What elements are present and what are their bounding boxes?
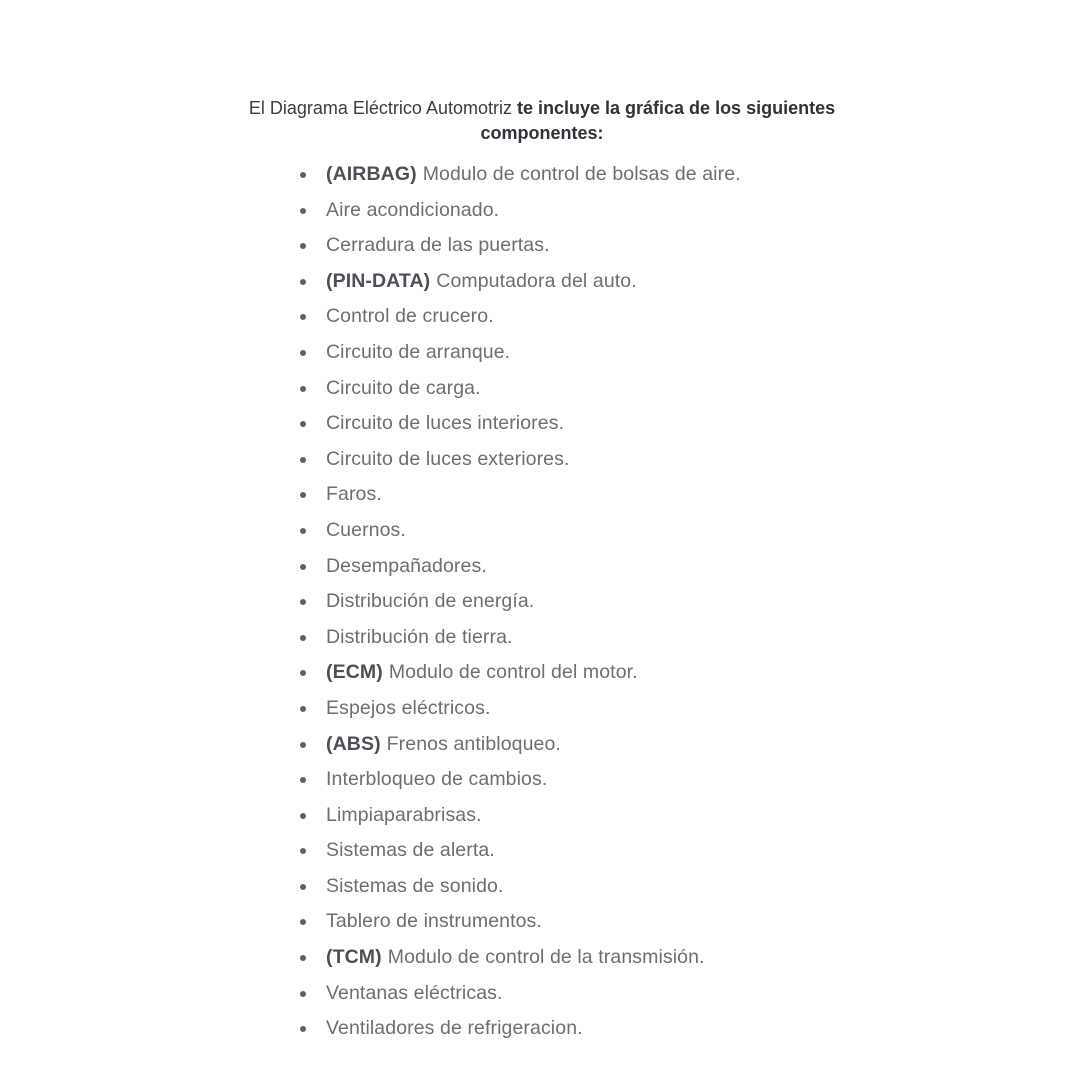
- component-text: Sistemas de sonido.: [326, 874, 504, 897]
- bullet-icon: [300, 813, 306, 819]
- bullet-icon: [300, 386, 306, 392]
- list-item: [300, 157, 741, 193]
- component-text: Interbloqueo de cambios.: [326, 768, 548, 791]
- list-item: [300, 798, 741, 834]
- list-item: [300, 228, 741, 264]
- list-item: [300, 940, 741, 976]
- intro-emphasis: te incluye la gráfica de los siguientes componentes:: [480, 98, 836, 143]
- bullet-icon: [300, 635, 306, 641]
- intro-lead: El Diagrama Eléctrico Automotriz: [248, 98, 512, 118]
- component-text: Cerradura de las puertas.: [326, 234, 550, 257]
- component-text: Desempañadores.: [326, 554, 487, 577]
- bullet-icon: [300, 279, 306, 285]
- list-item: [300, 406, 741, 442]
- list-item: [300, 904, 741, 940]
- bullet-icon: [300, 314, 306, 320]
- list-item: [300, 193, 741, 229]
- bullet-icon: [300, 208, 306, 214]
- bullet-icon: [300, 492, 306, 498]
- list-item: [300, 1011, 741, 1047]
- component-text: Circuito de luces exteriores.: [326, 447, 570, 470]
- bullet-icon: [300, 350, 306, 356]
- component-code: (AIRBAG): [326, 163, 417, 185]
- list-item: [300, 513, 741, 549]
- component-text: Frenos antibloqueo.: [386, 732, 561, 755]
- list-item: [300, 549, 741, 585]
- component-text: Sistemas de alerta.: [326, 839, 495, 862]
- list-item: [300, 264, 741, 300]
- bullet-icon: [300, 564, 306, 570]
- component-text: Modulo de control del motor.: [388, 661, 638, 684]
- component-text: Espejos eléctricos.: [326, 696, 491, 719]
- bullet-icon: [300, 670, 306, 676]
- list-item: [300, 442, 741, 478]
- list-item: [300, 655, 741, 691]
- component-text: Ventiladores de refrigeracion.: [326, 1017, 583, 1040]
- bullet-icon: [300, 1026, 306, 1032]
- list-item: [300, 299, 741, 335]
- list-item: [300, 584, 741, 620]
- bullet-icon: [300, 599, 306, 605]
- bullet-icon: [300, 848, 306, 854]
- component-code: (ABS): [326, 732, 381, 755]
- bullet-icon: [300, 991, 306, 997]
- component-text: Circuito de luces interiores.: [326, 412, 565, 435]
- intro-paragraph: [200, 96, 884, 146]
- bullet-icon: [300, 919, 306, 925]
- component-text: Distribución de tierra.: [326, 625, 513, 648]
- list-item: [300, 833, 741, 869]
- bullet-icon: [300, 528, 306, 534]
- list-item: [300, 869, 741, 905]
- bullet-icon: [300, 884, 306, 890]
- bullet-icon: [300, 243, 306, 249]
- component-text: Faros.: [326, 483, 382, 506]
- component-text: Modulo de control de la transmisión.: [387, 946, 705, 969]
- components-list: [300, 157, 741, 1047]
- list-item: [300, 371, 741, 407]
- list-item: [300, 620, 741, 656]
- component-code: (TCM): [326, 946, 382, 969]
- bullet-icon: [300, 172, 306, 178]
- bullet-icon: [300, 457, 306, 463]
- component-text: Control de crucero.: [326, 305, 494, 328]
- list-item: [300, 762, 741, 798]
- list-item: [300, 691, 741, 727]
- component-text: Tablero de instrumentos.: [326, 910, 542, 933]
- bullet-icon: [300, 706, 306, 712]
- bullet-icon: [300, 421, 306, 427]
- bullet-icon: [300, 742, 306, 748]
- list-item: [300, 976, 741, 1012]
- component-code: (ECM): [326, 661, 383, 684]
- bullet-icon: [300, 955, 306, 961]
- list-item: [300, 335, 741, 371]
- component-text: Distribución de energía.: [326, 590, 535, 613]
- component-text: Circuito de carga.: [326, 376, 481, 399]
- component-text: Limpiaparabrisas.: [326, 803, 482, 826]
- list-item: [300, 477, 741, 513]
- component-text: Circuito de arranque.: [326, 340, 511, 363]
- component-text: Computadora del auto.: [436, 269, 637, 292]
- component-code: (PIN-DATA): [326, 269, 431, 292]
- bullet-icon: [300, 777, 306, 783]
- list-item: [300, 727, 741, 763]
- component-text: Cuernos.: [326, 518, 406, 541]
- component-text: Modulo de control de bolsas de aire.: [422, 163, 741, 185]
- component-text: Ventanas eléctricas.: [326, 981, 503, 1004]
- component-text: Aire acondicionado.: [326, 198, 500, 221]
